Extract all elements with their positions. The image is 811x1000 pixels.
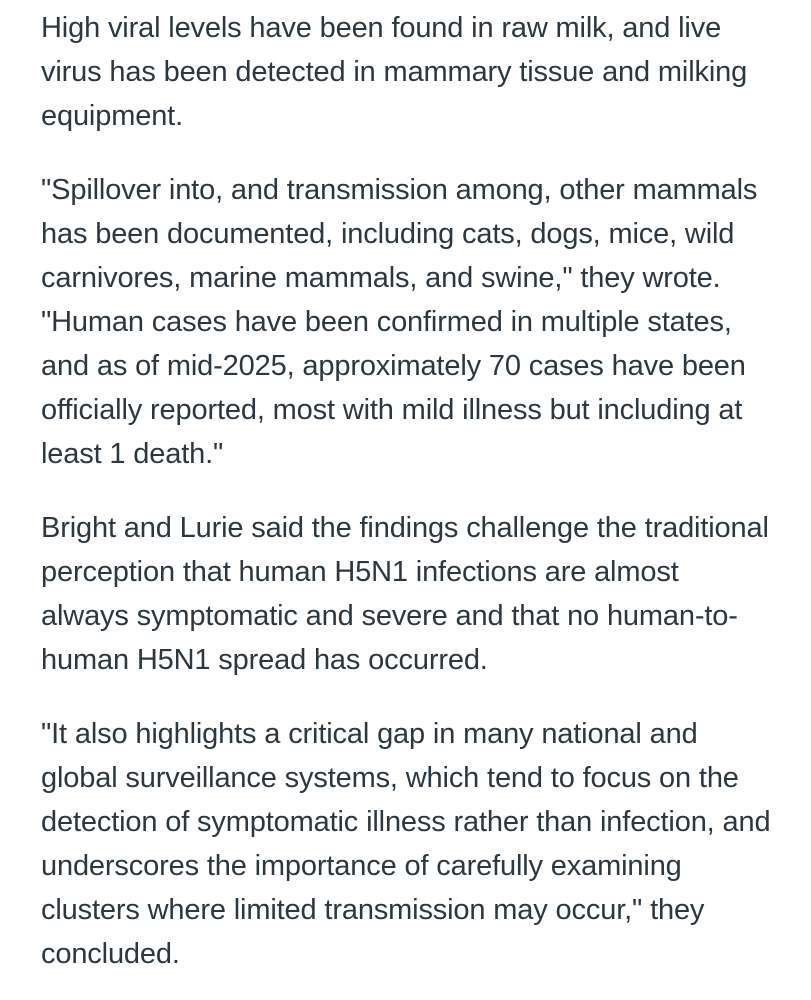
paragraph-spillover-quote: "Spillover into, and transmission among, other mammals has been documented, including cats, dogs, mice, wild carnivores, marine mammals, and swine," they wrote. "Human cases have been confirmed in multiple states, and as of mid-2025, approximately 70 cases have been officially reported, most with mild illness but including at least 1 death." [41, 174, 758, 470]
paragraph-surveillance-gap-quote: "It also highlights a critical gap in many national and global surveillance systems, which tend to focus on the detection of symptomatic illness rather than infection, and underscores the importance of carefully examining clusters where limited transmission may occur," they concluded. [41, 718, 771, 970]
paragraph-raw-milk-viral-levels: High viral levels have been found in raw milk, and live virus has been detected in mammary tissue and milking equipment. [41, 12, 748, 132]
paragraph-bright-lurie-findings: Bright and Lurie said the findings challenge the traditional perception that human H5N1 infections are almost always symptomatic and severe and that no human-to-human H5N1 spread has occurred. [41, 512, 769, 676]
